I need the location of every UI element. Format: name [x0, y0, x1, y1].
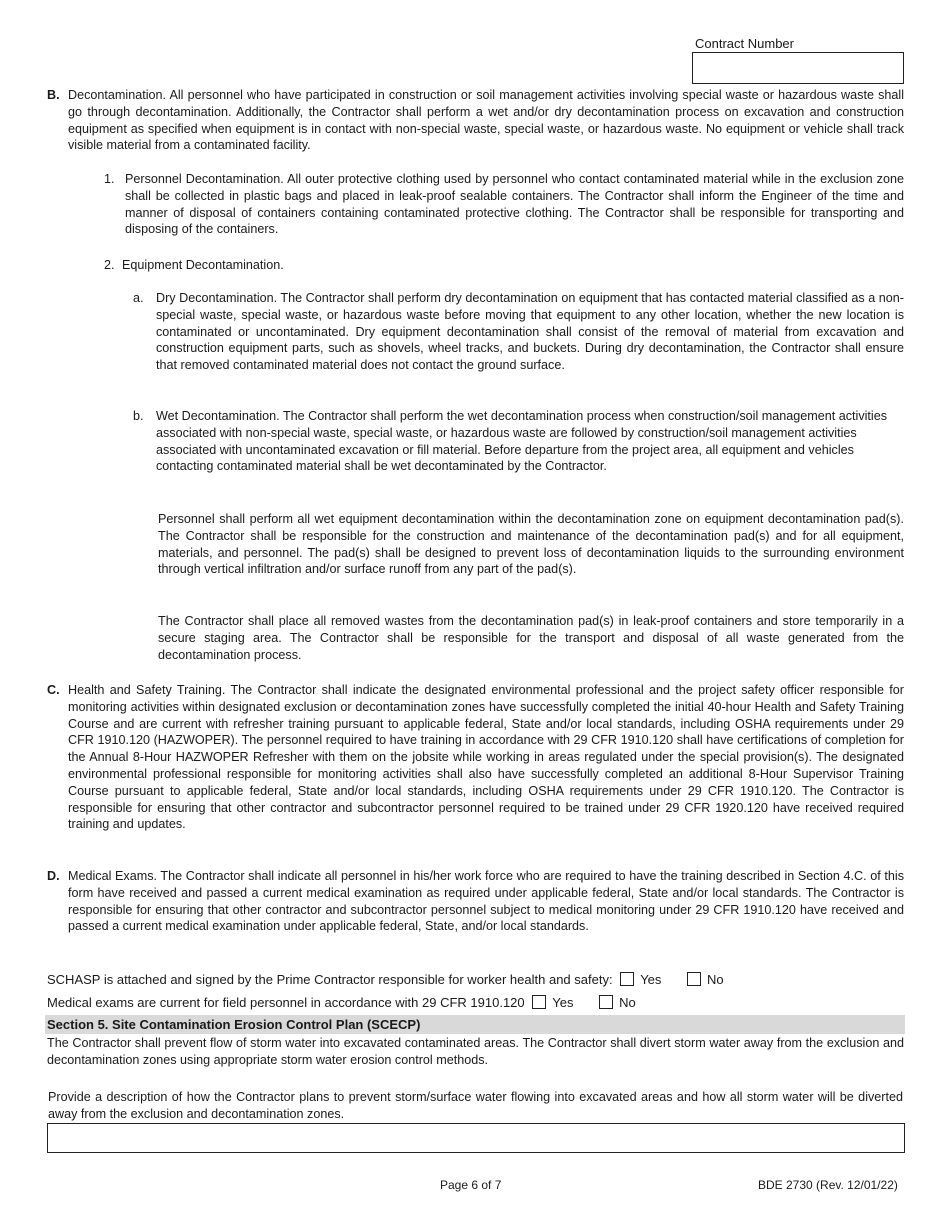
- item-1-personnel-decon: [104, 171, 904, 238]
- medical-yes-checkbox[interactable]: [532, 995, 546, 1009]
- item-2a-dry-decon: [133, 290, 904, 374]
- section-c-letter: C.: [47, 683, 60, 697]
- schasp-label: SCHASP is attached and signed by the Prime Contractor responsible for worker health and safety:: [47, 972, 613, 987]
- section-c-text: Health and Safety Training. The Contractor shall indicate the designated environmental professional and the project safety officer responsible for monitoring activities within designated exclusion or decontamination zones have successfully completed the initial 40-hour Health and Safety Training Course and are current with refresher training pursuant to applicable federal, State and/or local standards, including OSHA requirements under 29 CFR 1910.120 (HAZWOPER). The personnel required to have training in accordance with 29 CFR 1910.120 shall have certifications of completion for the Annual 8-Hour HAZWOPER Refresher with them on the jobsite while working in areas regulated under the special provision(s). The designated environmental professional responsible for monitoring activities shall also have successfully completed an additional 8-Hour Supervisor Training Course pursuant to applicable federal, State and/or local standards, including OSHA requirements under 29 CFR 1910.120. The Contractor is responsible for ensuring that other contractor and subcontractor personnel required to be trained under 29 CFR 1920.120 have received required training and updates.: [68, 683, 904, 832]
- contract-number-label: Contract Number: [695, 36, 794, 51]
- item-1-text: Personnel Decontamination. All outer protective clothing used by personnel who contact contaminated material while in the exclusion zone shall be collected in plastic bags and placed in leak-proof sealable containers. The Contractor shall inform the Engineer of the time and manner of disposal of containers containing contaminated protective clothing. The Contractor shall be responsible for transporting and disposing of the containers.: [125, 172, 904, 237]
- item-2b-letter: b.: [133, 409, 144, 423]
- item-2a-letter: a.: [133, 291, 144, 305]
- form-id: BDE 2730 (Rev. 12/01/22): [758, 1178, 898, 1192]
- item-2b-paragraph-2: Personnel shall perform all wet equipment decontamination within the decontamination zone on equipment decontamination pad(s). The Contractor shall be responsible for the construction and maintenance of the decontamination pad(s) and for all equipment, materials, and personnel. The pad(s) shall be designed to prevent loss of decontamination liquids to the surrounding environment through vertical infiltration and/or surface runoff from any part of the pad(s).: [158, 512, 904, 577]
- item-2b-paragraph-3: The Contractor shall place all removed wastes from the decontamination pad(s) in leak-proof containers and store temporarily in a secure staging area. The Contractor shall be responsible for the transport and disposal of all waste generated from the decontamination process.: [158, 614, 904, 662]
- item-2a-text: Dry Decontamination. The Contractor shall perform dry decontamination on equipment that has contacted material classified as a non-special waste, special waste, or hazardous waste before moving that equipment to any other location, whether the new location is contaminated or uncontaminated. Dry equipment decontamination shall consist of the removal of material from excavation and construction equipment parts, such as shovels, wheel tracks, and buckets. During dry decontamination, the Contractor shall ensure that removed contaminated material does not contact the ground surface.: [156, 291, 904, 373]
- schasp-yes-checkbox[interactable]: [620, 972, 634, 986]
- item-1-number: 1.: [104, 172, 115, 186]
- item-2-number: 2.: [104, 258, 115, 272]
- scecp-description-field[interactable]: [47, 1123, 905, 1153]
- item-2b-text: Wet Decontamination. The Contractor shall perform the wet decontamination process when construction/soil management activities associated with non-special waste, special waste, or hazardous waste are followed by construction/soil management activities associated with uncontaminated excavation or fill material. Before departure from the project area, all equipment and vehicles contacting contaminated material shall be wet decontaminated by the Contractor.: [156, 409, 888, 474]
- section-d-text: Medical Exams. The Contractor shall indicate all personnel in his/her work force who are required to have the training described in Section 4.C. of this form have received and passed a current medical examination as required under applicable federal, State and/or local standards. The Contractor is responsible for ensuring that other contractor and subcontractor personnel subject to medical monitoring under 29 CFR 1910.120 have received and passed a current medical examination under applicable federal, State, and/or local standards.: [68, 869, 904, 934]
- medical-yes-label: Yes: [552, 995, 574, 1010]
- section-b-text: Decontamination. All personnel who have participated in construction or soil management activities involving special waste or hazardous waste shall go through decontamination. Additionally, the Contractor shall perform a wet and/or dry decontamination process on excavation and construction equipment as specified when equipment is in contact with non-special waste, special waste, or hazardous waste. No equipment or vehicle shall track visible material from a contaminated facility.: [68, 88, 904, 153]
- contract-number-field[interactable]: [692, 52, 904, 84]
- section-5-prompt: Provide a description of how the Contractor plans to prevent storm/surface water flowing into excavated areas and how all storm water will be diverted away from the exclusion and decontamination zones.: [48, 1090, 903, 1121]
- section-b: [47, 87, 904, 154]
- section-d: [47, 868, 904, 935]
- item-2-text: Equipment Decontamination.: [122, 258, 284, 272]
- page-number: Page 6 of 7: [440, 1178, 502, 1192]
- section-5-heading: Section 5. Site Contamination Erosion Control Plan (SCECP): [45, 1015, 905, 1034]
- item-2b-wet-decon: [133, 408, 904, 475]
- schasp-question: [47, 972, 724, 989]
- item-2-equipment-decon: [104, 257, 904, 274]
- schasp-no-checkbox[interactable]: [687, 972, 701, 986]
- schasp-no-label: No: [707, 972, 724, 987]
- schasp-yes-label: Yes: [640, 972, 662, 987]
- section-b-letter: B.: [47, 88, 60, 102]
- section-d-letter: D.: [47, 869, 60, 883]
- medical-label: Medical exams are current for field personnel in accordance with 29 CFR 1910.120: [47, 995, 525, 1010]
- medical-no-checkbox[interactable]: [599, 995, 613, 1009]
- medical-question: [47, 995, 636, 1012]
- section-c: [47, 682, 904, 833]
- section-5-text: The Contractor shall prevent flow of storm water into excavated contaminated areas. The Contractor shall divert storm water away from the exclusion and decontamination zones using appropriate storm water erosion control methods.: [47, 1036, 904, 1067]
- medical-no-label: No: [619, 995, 636, 1010]
